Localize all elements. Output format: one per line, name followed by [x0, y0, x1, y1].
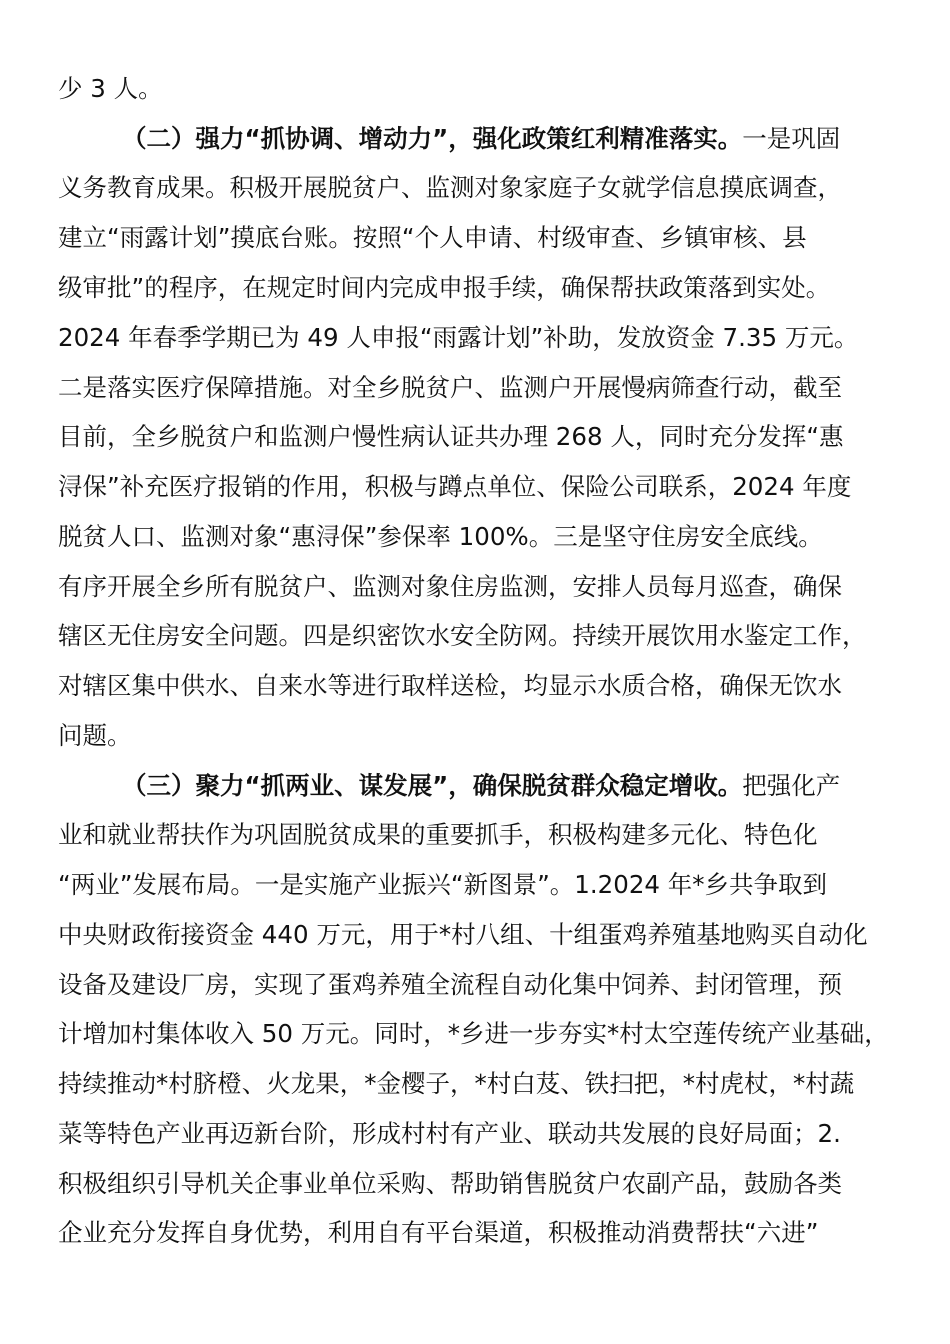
section-heading: （二）强力“抓协调、增动力”，强化政策红利精准落实。: [122, 124, 743, 153]
text-run: 一是巩固: [742, 124, 841, 153]
text-line: 设备及建设厂房，实现了蛋鸡养殖全流程自动化集中饲养、封闭管理，预: [58, 970, 842, 999]
text-line: 少 3 人。: [58, 74, 163, 103]
text-line: 积极组织引导机关企事业单位采购、帮助销售脱贫户农副产品，鼓励各类: [58, 1169, 842, 1198]
text-line: 问题。: [58, 721, 132, 750]
text-line: 菜等特色产业再迈新台阶，形成村村有产业、联动共发展的良好局面；2.: [58, 1119, 841, 1148]
text-run: 把强化产: [742, 771, 841, 800]
text-line: 企业充分发挥自身优势，利用自有平台渠道，积极推动消费帮扶“六进”: [58, 1218, 819, 1247]
text-line: 持续推动*村脐橙、火龙果，*金樱子，*村白芨、铁扫把，*村虎杖，*村蔬: [58, 1069, 855, 1098]
text-line: 2024 年春季学期已为 49 人申报“雨露计划”补助，发放资金 7.35 万元。: [58, 323, 859, 352]
text-line: 浔保”补充医疗报销的作用，积极与蹲点单位、保险公司联系，2024 年度: [58, 472, 852, 501]
section-heading-line: [122, 766, 840, 806]
text-line: 级审批”的程序，在规定时间内完成申报手续，确保帮扶政策落到实处。: [58, 273, 831, 302]
text-line: 义务教育成果。积极开展脱贫户、监测对象家庭子女就学信息摸底调查，: [58, 173, 842, 202]
text-line: 脱贫人口、监测对象“惠浔保”参保率 100%。三是坚守住房安全底线。: [58, 522, 823, 551]
text-line: 业和就业帮扶作为巩固脱贫成果的重要抓手，积极构建多元化、特色化: [58, 820, 818, 849]
text-line: 对辖区集中供水、自来水等进行取样送检，均显示水质合格，确保无饮水: [58, 671, 842, 700]
text-line: 辖区无住房安全问题。四是织密饮水安全防网。持续开展饮用水鉴定工作，: [58, 621, 867, 650]
section-heading-line: [122, 119, 840, 159]
section-heading: （三）聚力“抓两业、谋发展”，确保脱贫群众稳定增收。: [122, 771, 743, 800]
text-line: “两业”发展布局。一是实施产业振兴“新图景”。1.2024 年*乡共争取到: [58, 870, 828, 899]
text-line: 中央财政衔接资金 440 万元，用于*村八组、十组蛋鸡养殖基地购买自动化: [58, 920, 868, 949]
text-line: 目前，全乡脱贫户和监测户慢性病认证共办理 268 人，同时充分发挥“惠: [58, 422, 844, 451]
text-line: 二是落实医疗保障措施。对全乡脱贫户、监测户开展慢病筛查行动，截至: [58, 373, 842, 402]
text-line: 有序开展全乡所有脱贫户、监测对象住房监测，安排人员每月巡查，确保: [58, 572, 842, 601]
text-line: 建立“雨露计划”摸底台账。按照“个人申请、村级审查、乡镇审核、县: [58, 223, 807, 252]
text-line: 计增加村集体收入 50 万元。同时，*乡进一步夯实*村太空莲传统产业基础，: [58, 1019, 889, 1048]
